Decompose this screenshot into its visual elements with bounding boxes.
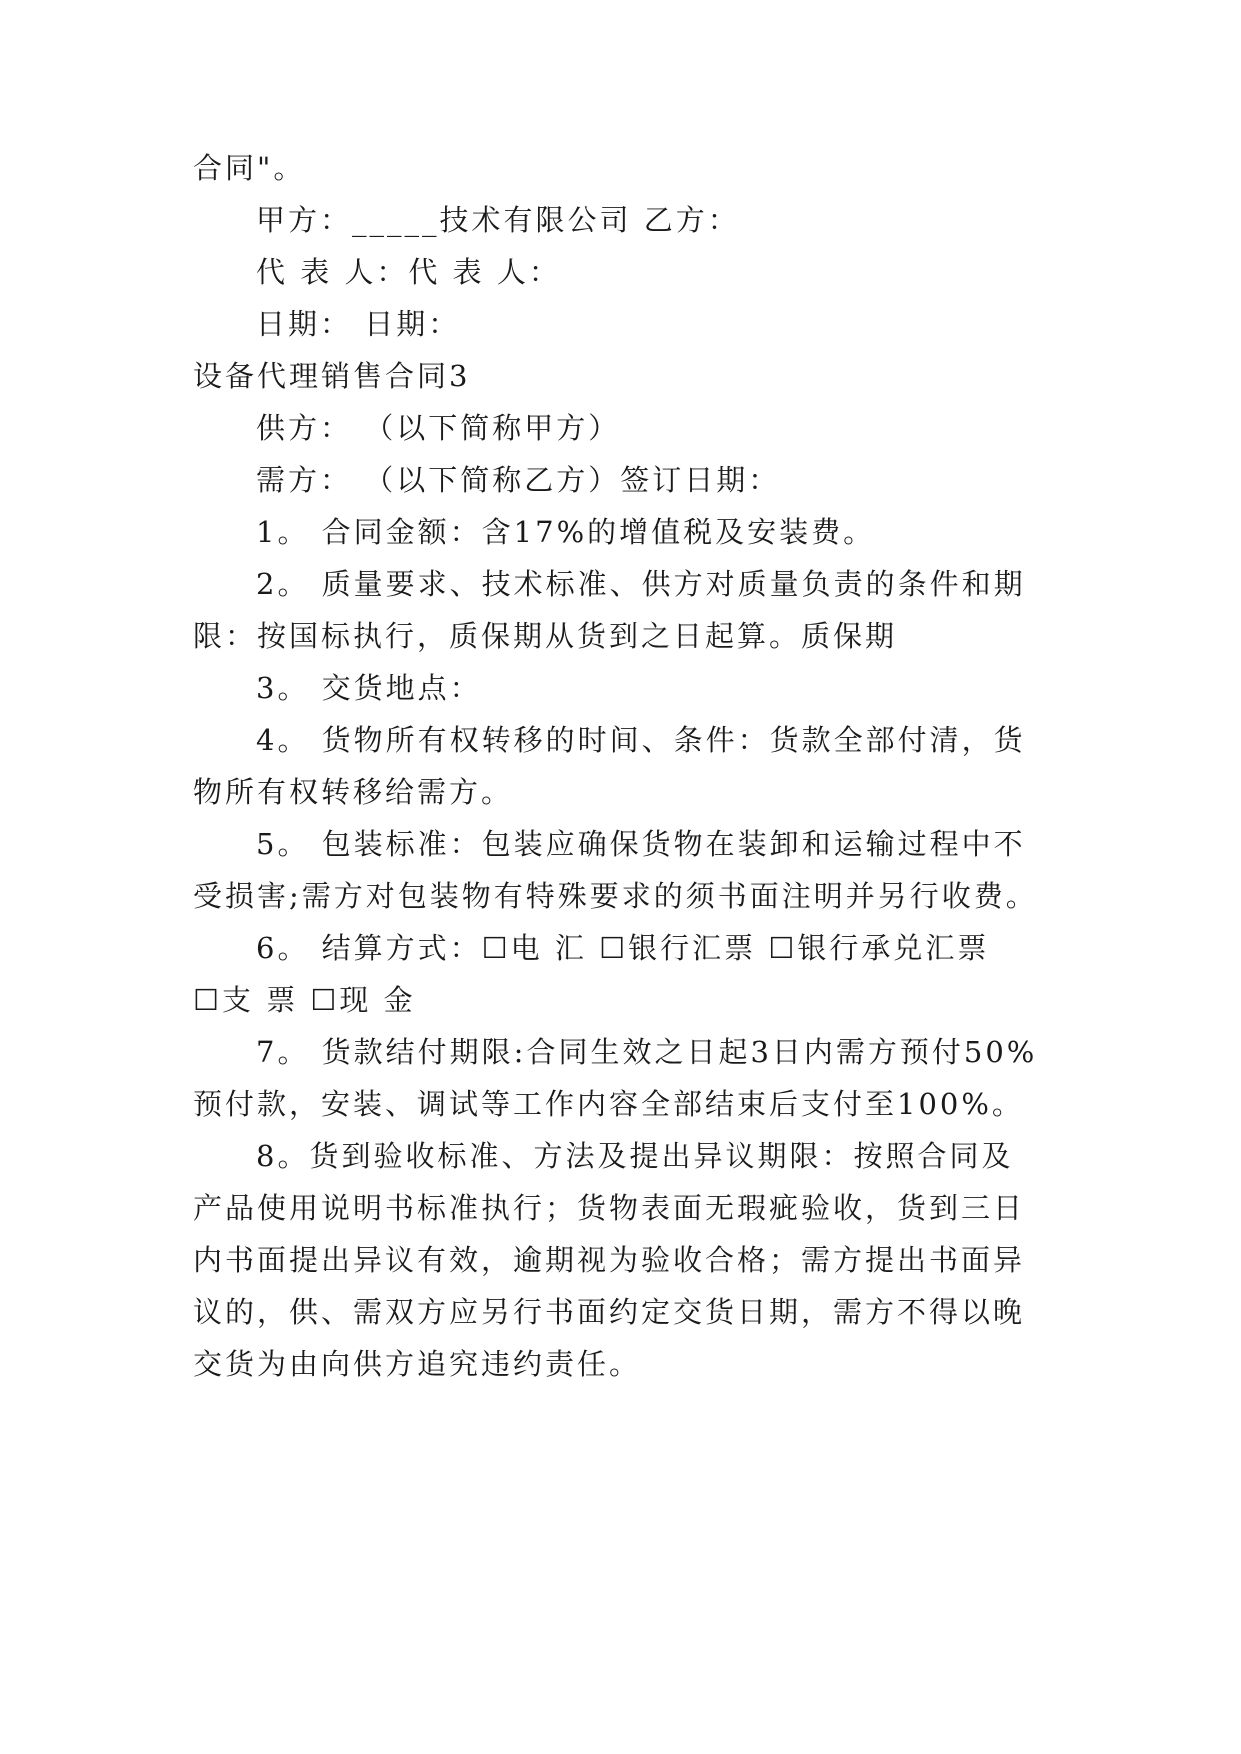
signature-date-line: 日期： 日期： [256,307,461,341]
signature-party-line: 甲方：_____技术有限公司 乙方： [256,203,740,237]
text-line: 合同"。 [193,151,306,185]
clause-7-continued: 预付款，安装、调试等工作内容全部结束后支付至100%。 [193,1087,1024,1121]
clause-5: 5。 包装标准：包装应确保货物在装卸和运输过程中不 [256,827,1026,861]
clause-8-continued: 内书面提出异议有效，逾期视为验收合格；需方提出书面异 [193,1243,1026,1277]
clause-1: 1。 合同金额：含17%的增值税及安装费。 [256,515,876,549]
clause-8: 8。货到验收标准、方法及提出异议期限：按照合同及 [256,1139,1014,1173]
clause-4: 4。 货物所有权转移的时间、条件：货款全部付清，货 [256,723,1026,757]
clause-7: 7。 货款结付期限:合同生效之日起3日内需方预付50% [256,1035,1038,1069]
clause-8-continued: 交货为由向供方追究违约责任。 [193,1347,642,1381]
clause-3: 3。 交货地点： [256,671,482,705]
clause-5-continued: 受损害;需方对包装物有特殊要求的须书面注明并另行收费。 [193,879,1038,913]
clause-6-continued: ☐支 票 ☐现 金 [193,983,416,1017]
clause-8-continued: 产品使用说明书标准执行；货物表面无瑕疵验收，货到三日 [193,1191,1026,1225]
clause-6: 6。 结算方式：☐电 汇 ☐银行汇票 ☐银行承兑汇票 [256,931,990,965]
supplier-line: 供方： （以下简称甲方） [256,411,621,445]
clause-2-continued: 限：按国标执行，质保期从货到之日起算。质保期 [193,619,898,653]
clause-4-continued: 物所有权转移给需方。 [193,775,514,809]
buyer-line: 需方： （以下简称乙方）签订日期： [256,463,781,497]
clause-2: 2。 质量要求、技术标准、供方对质量负责的条件和期 [256,567,1026,601]
signature-representative-line: 代 表 人：代 表 人： [256,255,561,289]
clause-8-continued: 议的，供、需双方应另行书面约定交货日期，需方不得以晚 [193,1295,1026,1329]
section-title: 设备代理销售合同3 [193,359,471,393]
